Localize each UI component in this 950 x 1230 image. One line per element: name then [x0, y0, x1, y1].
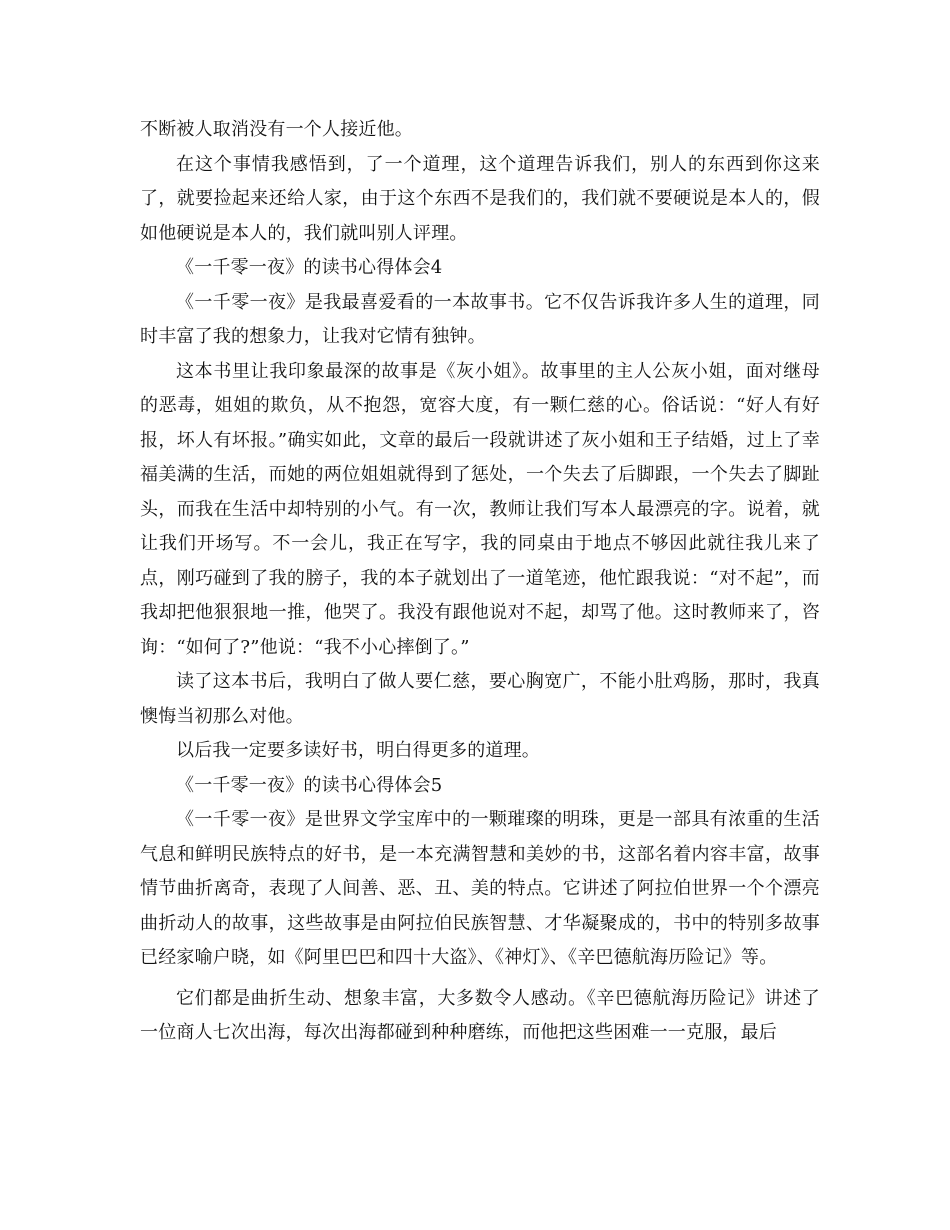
paragraph-resolution: 以后我一定要多读好书，明白得更多的道理。	[176, 740, 540, 761]
paragraph-cinderella-story: 这本书里让我印象最深的故事是《灰小姐》。故事里的主人公灰小姐，面对继母的恶毒，姐姐的欺负，从不抱怨，宽容大度，有一颗仁慈的心。俗话说：“好人有好报，坏人有坏报。”确实如此，文章的最后一段就讲述了灰小姐和王子结婚，过上了幸福美满的生活，而她的两位姐姐就得到了惩处，一个失去了后脚跟，一个失去了脚趾头，而我在生活中却特别的小气。有一次，教师让我们写本人最漂亮的字。说着，就让我们开场写。不一会儿，我正在写字，我的同桌由于地点不够因此就往我儿来了点，刚巧碰到了我的膀子，我的本子就划出了一道笔迹，他忙跟我说：“对不起”，而我却把他狠狠地一推，他哭了。我没有跟他说对不起，却骂了他。这时教师来了，咨询：“如何了?”他说：“我不小心摔倒了。”	[140, 360, 820, 658]
section-heading-5: 《一千零一夜》的读书心得体会5	[176, 774, 443, 796]
paragraph-continuation: 不断被人取消没有一个人接近他。	[140, 119, 413, 140]
paragraph-favorite-book: 《一千零一夜》是我最喜爱看的一本故事书。它不仅告诉我许多人生的道理，同时丰富了我的想象力，让我对它情有独钟。	[140, 291, 820, 347]
paragraph-lesson-learned: 读了这本书后，我明白了做人要仁慈，要心胸宽广，不能小肚鸡肠，那时，我真懊悔当初那么对他。	[140, 671, 820, 727]
document-body	[140, 113, 820, 1051]
paragraph-book-overview: 《一千零一夜》是世界文学宝库中的一颗璀璨的明珠，更是一部具有浓重的生活气息和鲜明民族特点的好书，是一本充满智慧和美妙的书，这部名着内容丰富，故事情节曲折离奇，表现了人间善、恶、丑、美的特点。它讲述了阿拉伯世界一个个漂亮曲折动人的故事，这些故事是由阿拉伯民族智慧、才华凝聚成的，书中的特别多故事已经家喻户晓，如《阿里巴巴和四十大盗》、《神灯》、《辛巴德航海历险记》等。	[140, 809, 820, 968]
paragraph-sinbad: 它们都是曲折生动、想象丰富，大多数令人感动。《辛巴德航海历险记》讲述了一位商人七次出海，每次出海都碰到种种磨练，而他把这些困难一一克服，最后	[140, 987, 820, 1043]
paragraph-reflection: 在这个事情我感悟到，了一个道理，这个道理告诉我们，别人的东西到你这来了，就要捡起来还给人家，由于这个东西不是我们的，我们就不要硬说是本人的，假如他硬说是本人的，我们就叫别人评理。	[140, 153, 820, 244]
section-heading-4: 《一千零一夜》的读书心得体会4	[176, 257, 443, 278]
